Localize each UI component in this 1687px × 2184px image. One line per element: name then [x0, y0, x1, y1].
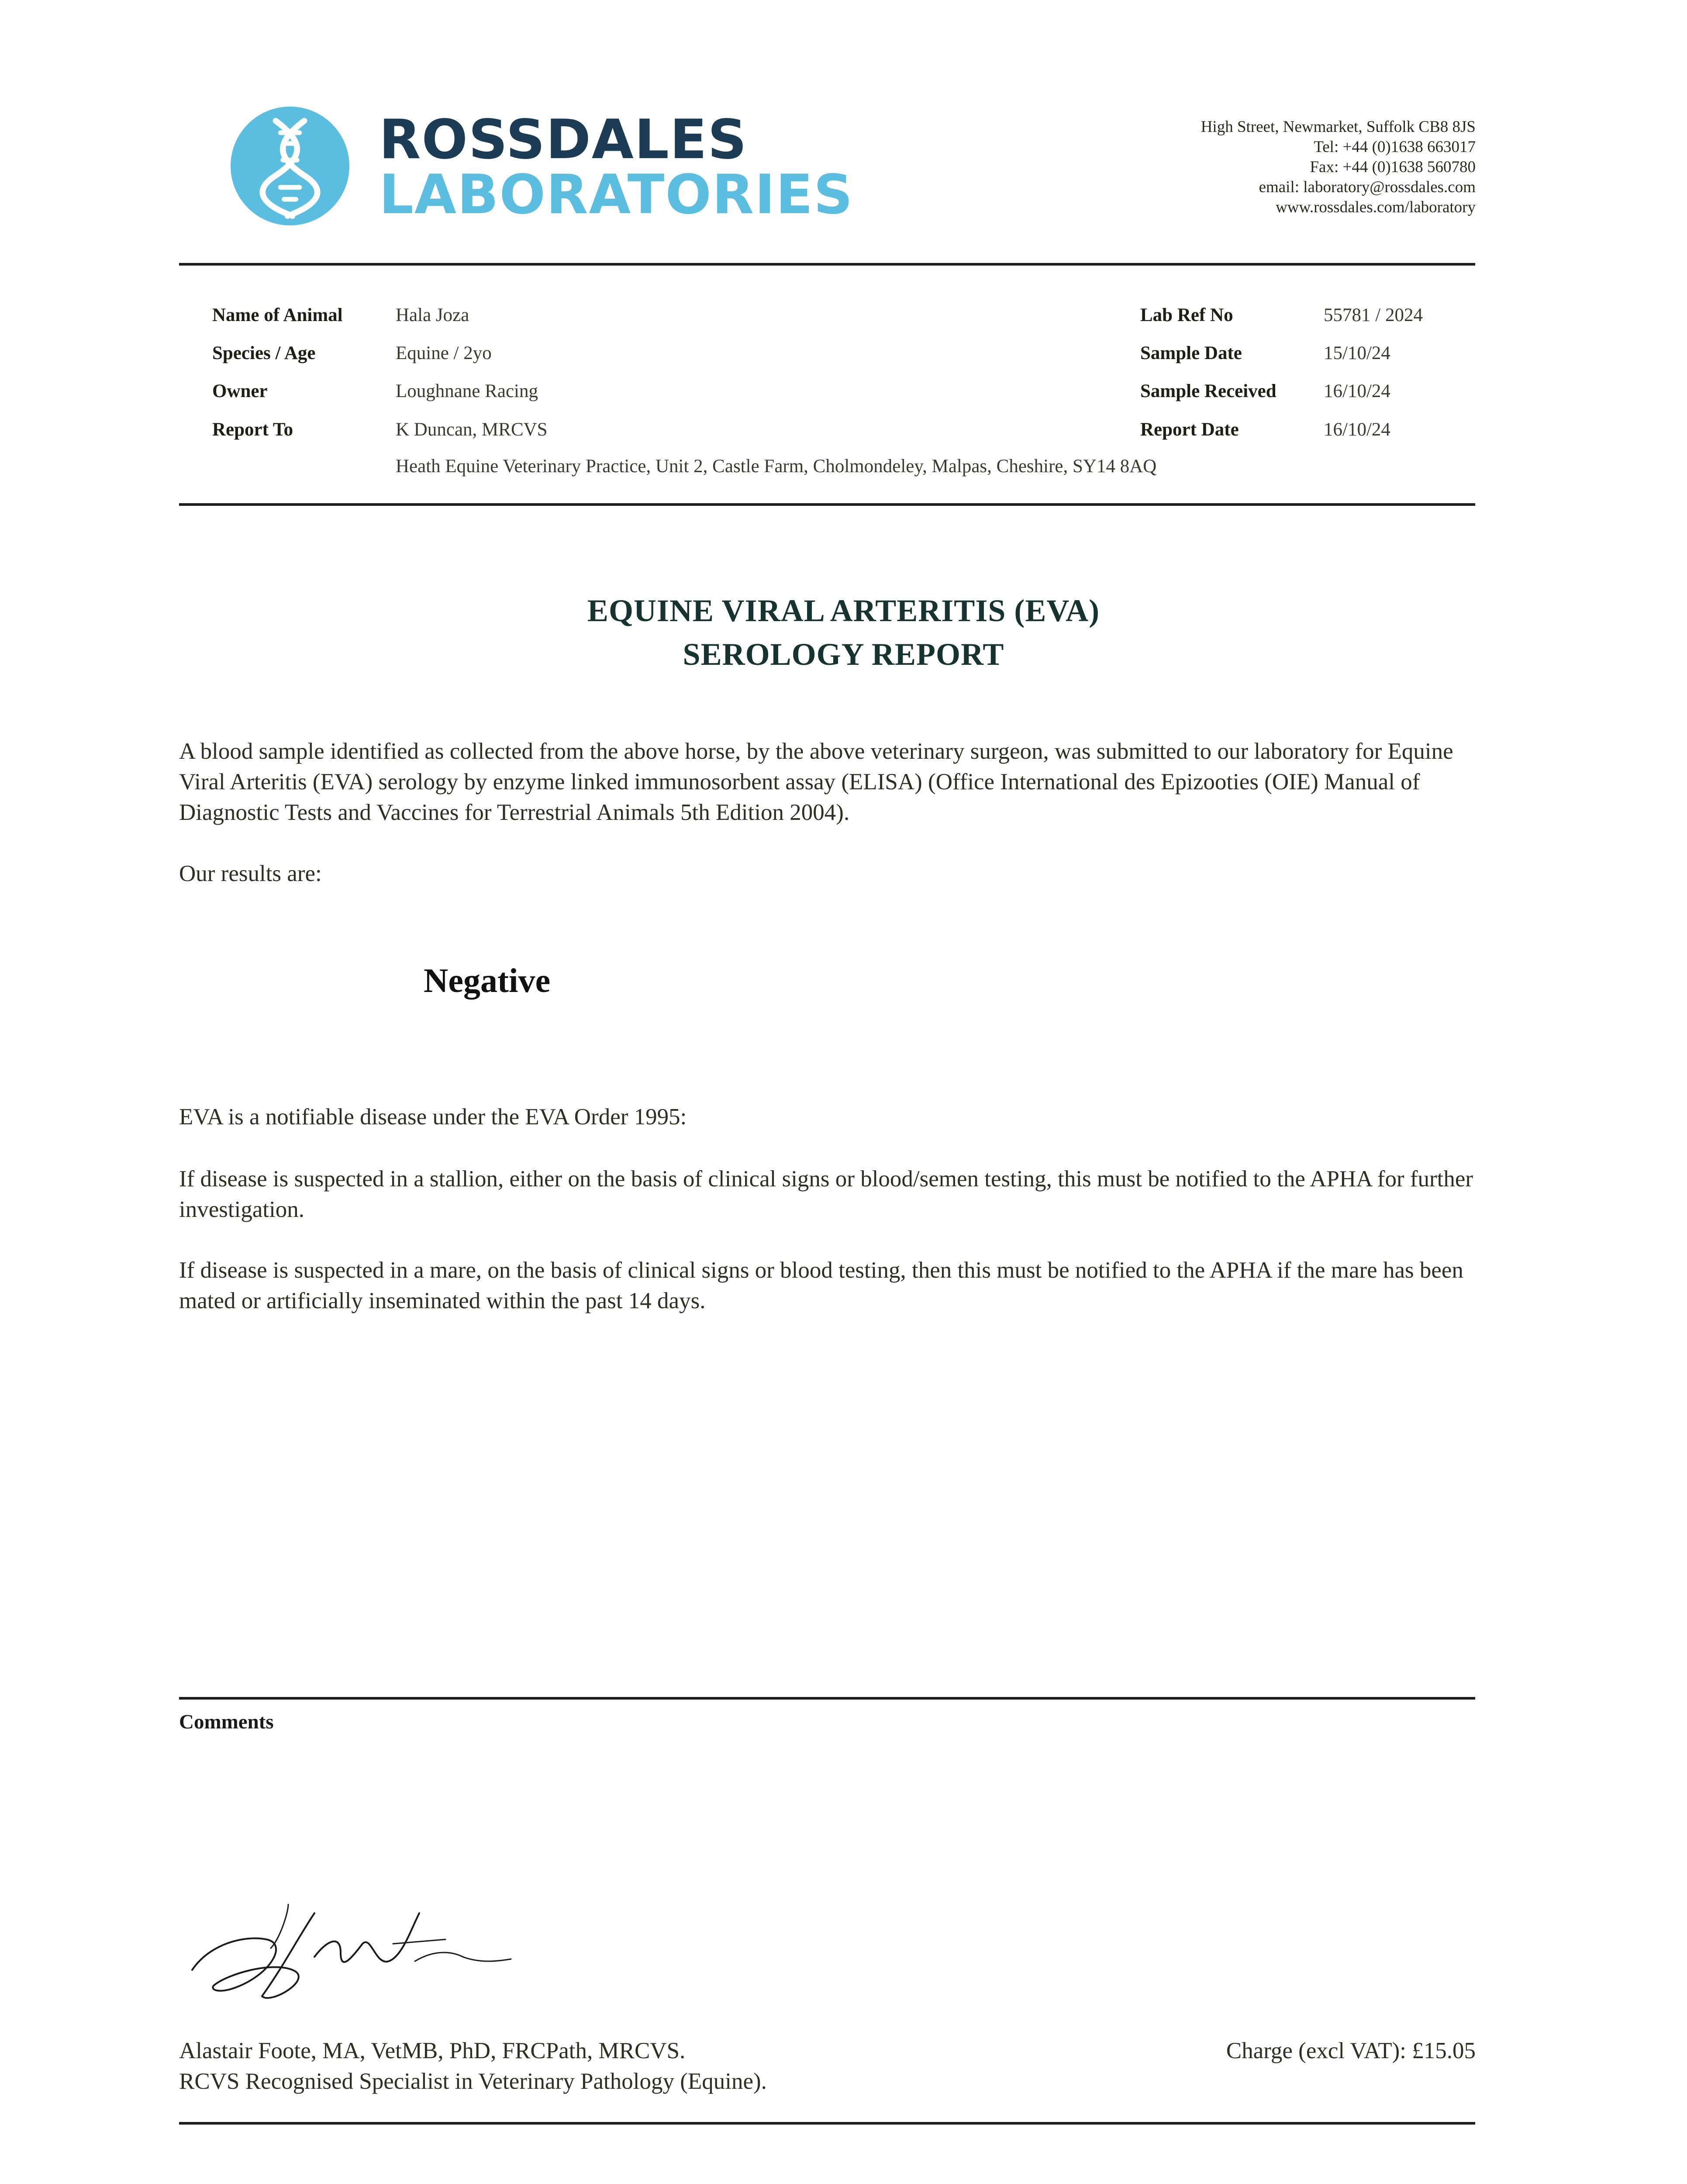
header-divider	[179, 263, 1475, 266]
result-value: Negative	[424, 961, 551, 999]
contact-address: High Street, Newmarket, Suffolk CB8 8JS	[1201, 118, 1476, 136]
value-report-date: 16/10/24	[1324, 419, 1390, 440]
label-sample-received: Sample Received	[1140, 381, 1276, 401]
value-sample-received: 16/10/24	[1324, 381, 1390, 401]
value-sample-date: 15/10/24	[1324, 343, 1390, 363]
report-title-line1: EQUINE VIRAL ARTERITIS (EVA)	[587, 593, 1100, 628]
contact-website: www.rossdales.com/laboratory	[1276, 198, 1476, 216]
comments-label: Comments	[179, 1711, 274, 1733]
value-report-to: K Duncan, MRCVS	[396, 419, 548, 440]
report-title	[0, 589, 1687, 676]
results-lead: Our results are:	[179, 861, 322, 886]
charge-amount: Charge (excl VAT): £15.05	[1226, 2038, 1476, 2063]
label-lab-ref-no: Lab Ref No	[1140, 305, 1233, 325]
value-species-age: Equine / 2yo	[396, 343, 492, 363]
info-divider	[179, 503, 1475, 506]
report-title-line2: SEROLOGY REPORT	[683, 637, 1004, 672]
notice-paragraph-1: EVA is a notifiable disease under the EVA Order 1995:	[179, 1104, 687, 1130]
contact-details	[1201, 117, 1476, 218]
signatory-block	[179, 2035, 767, 2097]
logo-wordmark-laboratories: LABORATORIES	[379, 163, 854, 226]
signatory-title: RCVS Recognised Specialist in Veterinary Pathology (Equine).	[179, 2069, 767, 2094]
value-lab-ref-no: 55781 / 2024	[1324, 305, 1423, 325]
contact-email: email: laboratory@rossdales.com	[1259, 178, 1476, 196]
notice-paragraph-3: If disease is suspected in a mare, on the basis of clinical signs or blood testing, then this must be notified to the APHA if the mare has been mated or artificially inseminated within the past 14 days.	[179, 1258, 1463, 1313]
label-species-age: Species / Age	[212, 343, 316, 363]
label-name-of-animal: Name of Animal	[212, 305, 343, 325]
logo-wordmark-rossdales: ROSSDALES	[379, 108, 748, 171]
contact-fax: Fax: +44 (0)1638 560780	[1310, 158, 1476, 176]
label-report-date: Report Date	[1140, 419, 1239, 440]
label-sample-date: Sample Date	[1140, 343, 1242, 363]
value-name-of-animal: Hala Joza	[396, 305, 469, 325]
dna-logo-icon	[231, 107, 349, 225]
value-owner: Loughnane Racing	[396, 381, 538, 401]
notice-paragraph-2: If disease is suspected in a stallion, either on the basis of clinical signs or blood/semen testing, this must be notified to the APHA for further investigation.	[179, 1166, 1473, 1222]
label-report-to: Report To	[212, 419, 293, 440]
signatory-name: Alastair Foote, MA, VetMB, PhD, FRCPath, MRCVS.	[179, 2038, 686, 2063]
label-owner: Owner	[212, 381, 268, 401]
footer-divider	[179, 2122, 1475, 2125]
value-report-to-address: Heath Equine Veterinary Practice, Unit 2, Castle Farm, Cholmondeley, Malpas, Cheshire, SY14 8AQ	[396, 456, 1157, 477]
comments-divider	[179, 1697, 1475, 1700]
signature	[183, 1887, 515, 2018]
contact-tel: Tel: +44 (0)1638 663017	[1314, 138, 1476, 156]
intro-paragraph: A blood sample identified as collected from the above horse, by the above veterinary surgeon, was submitted to our laboratory for Equine Viral Arteritis (EVA) serology by enzyme linked immunosorbent assay (ELISA) (Office International des Epizooties (OIE) Manual of Diagnostic Tests and Vaccines for Terrestrial Animals 5th Edition 2004).	[179, 739, 1453, 825]
